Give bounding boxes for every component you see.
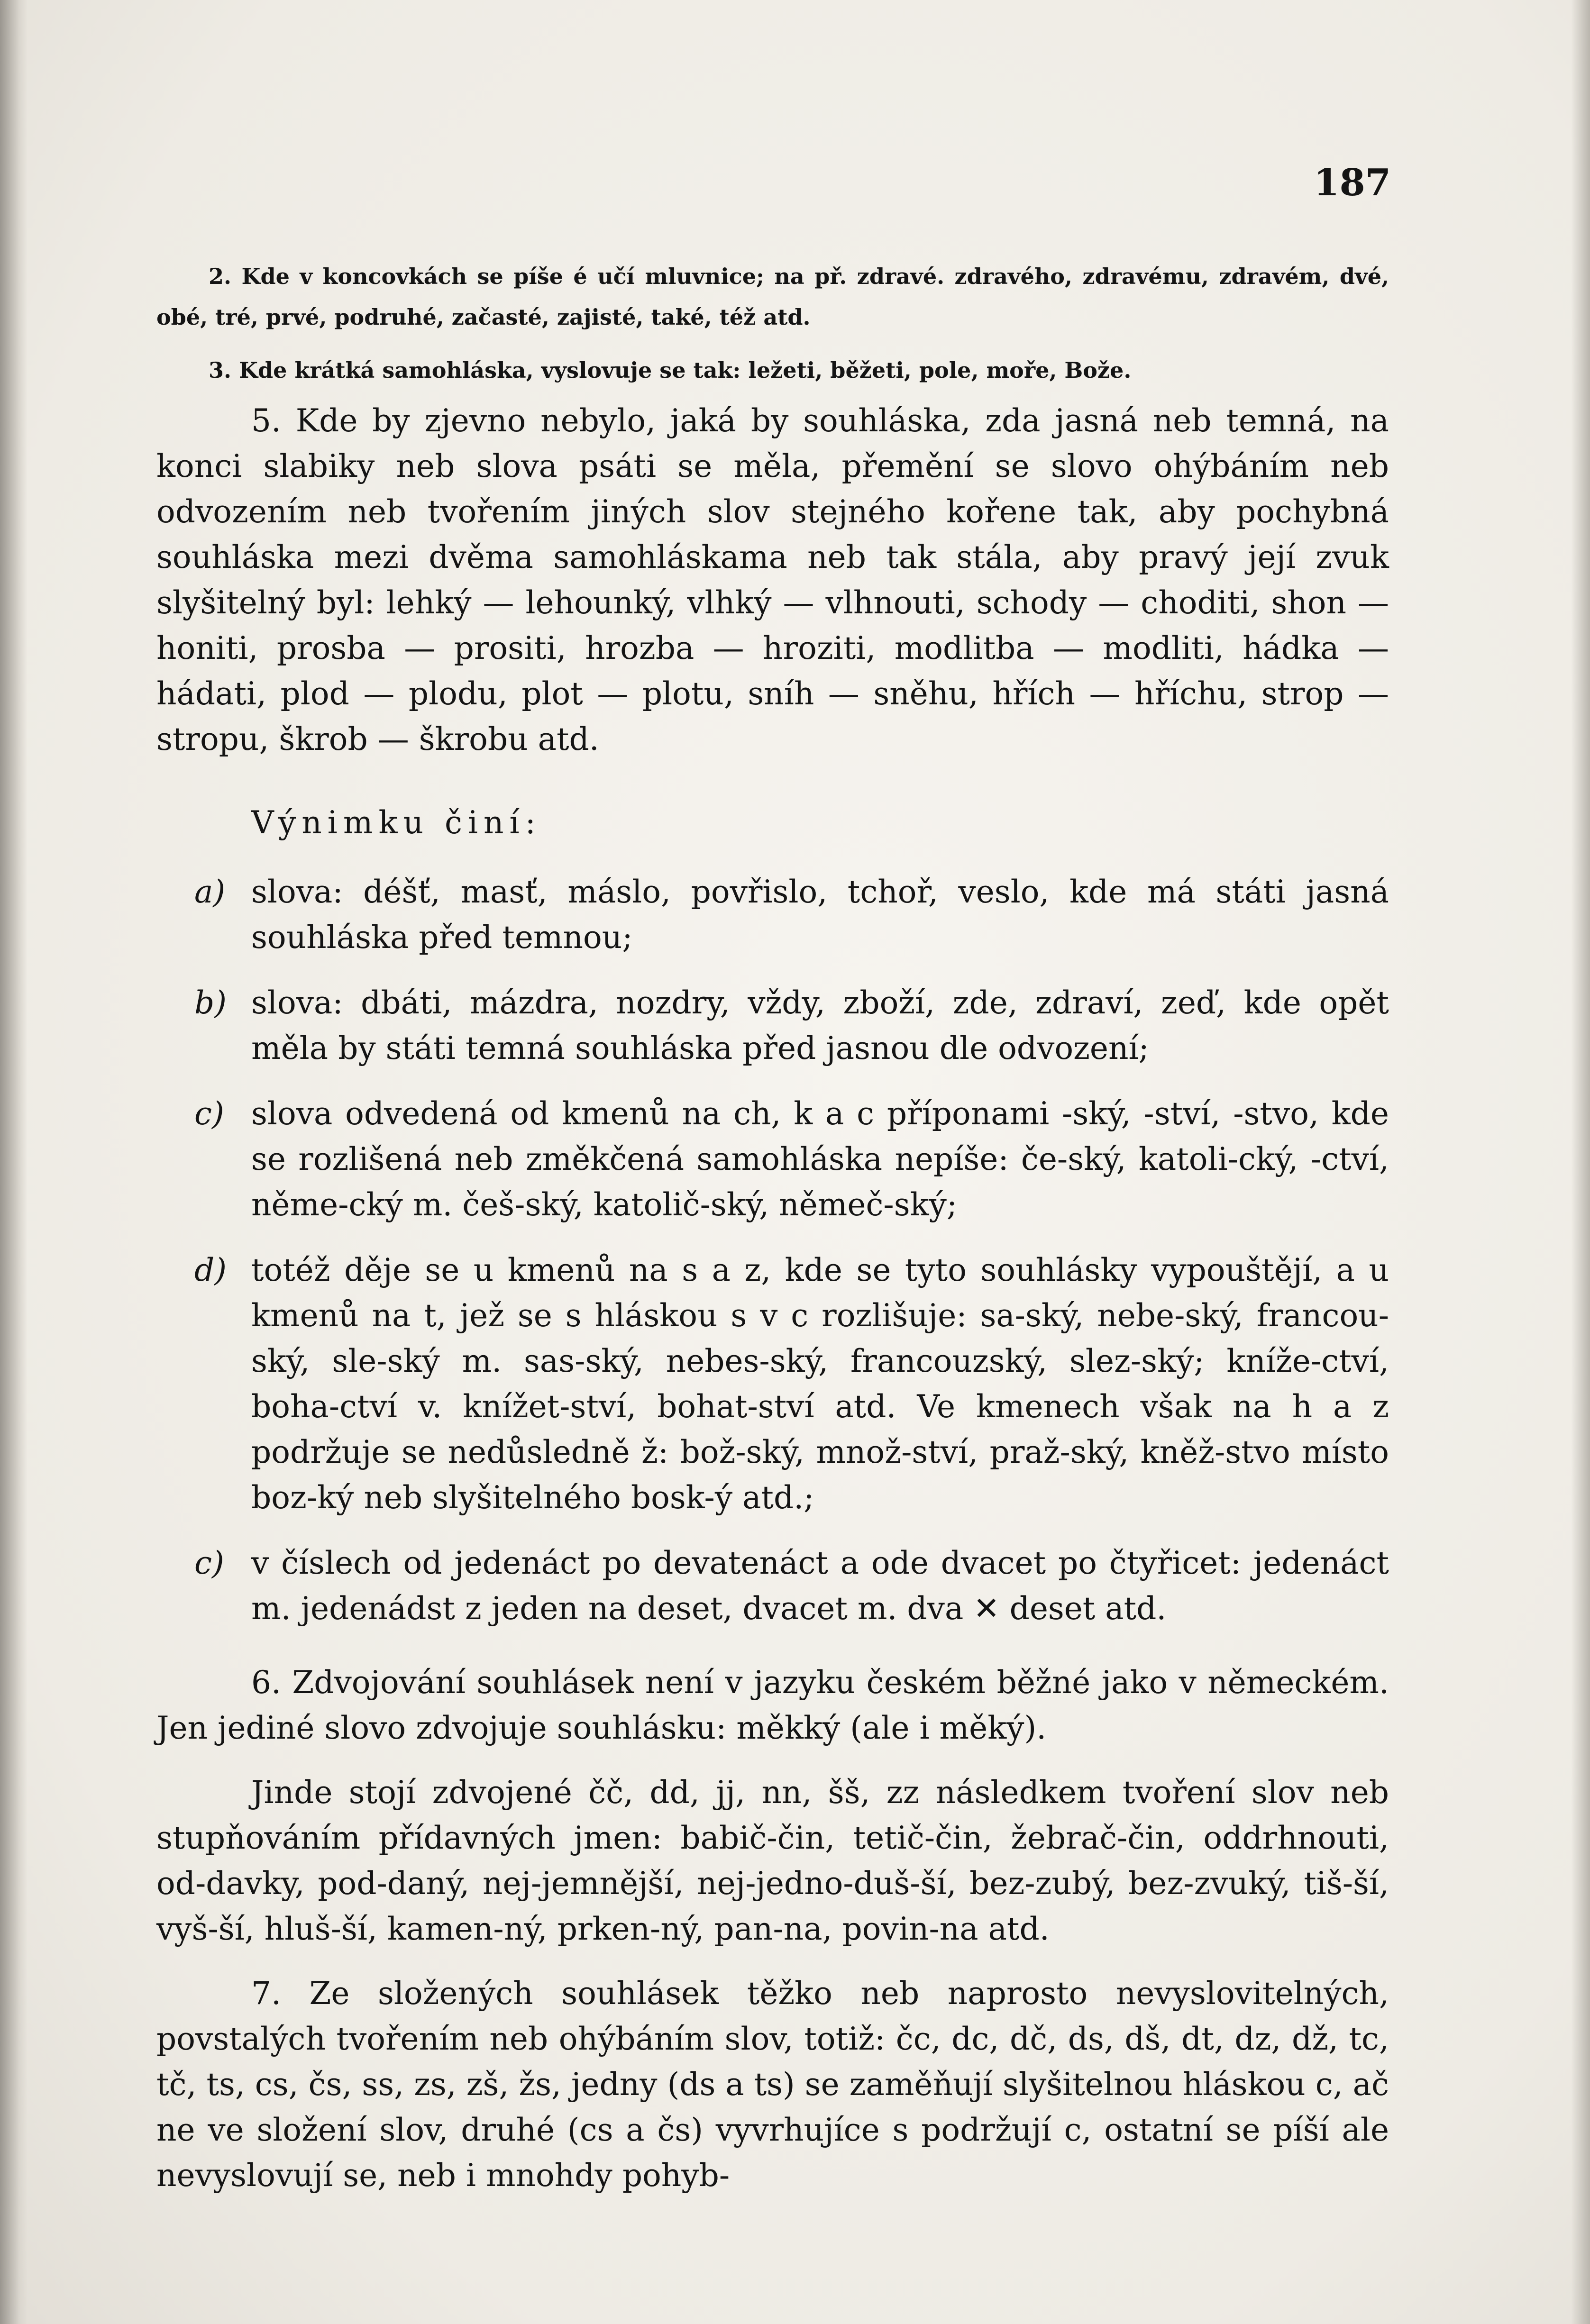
footnotes xyxy=(156,256,1389,403)
exception-text: slova: dbáti, mázdra, nozdry, vždy, zboží, zde, zdraví, zeď, kde opět měla by státi temná souhláska před jasnou dle odvození; xyxy=(251,984,1389,1066)
paragraph-6b: Jinde stojí zdvojené čč, dd, jj, nn, šš, zz následkem tvoření slov neb stupňováním přídavných jmen: babič-čin, tetič-čin, žebrač-čin, oddrhnouti, od-davky, pod-daný, nej-jemnější, nej-jedno-duš-ší, bez-zubý, bez-zvuký, tiš-ší, vyš-ší, hluš-ší, kamen-ný, prken-ný, pan-na, povin-na atd. xyxy=(156,1774,1389,1947)
exception-item xyxy=(156,1248,1389,1521)
exception-item xyxy=(156,1540,1389,1631)
exception-item xyxy=(156,869,1389,960)
list-marker: a) xyxy=(194,874,226,910)
exception-text: slova odvedená od kmenů na ch, k a c příponami -ský, -ství, -stvo, kde se rozlišená neb změkčená samohláska nepíše: če-ský, katoli-cký, -ctví, něme-cký m. češ-ský, katolič-ský, němeč-ský; xyxy=(251,1095,1389,1223)
page-number: 187 xyxy=(1314,161,1391,204)
exception-text: v číslech od jedenáct po devatenáct a ode dvacet po čtyřicet: jedenáct m. jedenádst z jeden na deset, dvacet m. dva ✕ deset atd. xyxy=(251,1545,1389,1627)
main-text xyxy=(156,398,1389,2217)
list-marker: d) xyxy=(194,1252,227,1288)
exception-item xyxy=(156,980,1389,1071)
list-marker: c) xyxy=(194,1545,224,1581)
list-marker: c) xyxy=(194,1095,224,1132)
page-right-edge xyxy=(1571,0,1590,2324)
exceptions-list xyxy=(156,869,1389,1631)
paragraph-5: 5. Kde by zjevno nebylo, jaká by souhláska, zda jasná neb temná, na konci slabiky neb slova psáti se měla, přemění se slovo ohýbáním neb odvozením neb tvořením jiných slov stejného kořene tak, aby pochybná souhláska mezi dvěma samohláskama neb tak stála, aby pravý její zvuk slyšitelný byl: lehký — lehounký, vlhký — vlhnouti, schody — choditi, shon — honiti, prosba — prositi, hrozba — hroziti, modlitba — modliti, hádka — hádati, plod — plodu, plot — plotu, sníh — sněhu, hřích — hříchu, strop — stropu, škrob — škrobu atd. xyxy=(156,402,1389,757)
paragraph-6: 6. Zdvojování souhlásek není v jazyku českém běžné jako v německém. Jen jediné slovo zdvojuje souhlásku: měkký (ale i měký). xyxy=(156,1664,1389,1746)
page-left-edge xyxy=(0,0,27,2324)
note-3: 3. Kde krátká samohláska, vyslovuje se tak: ležeti, běžeti, pole, moře, Bože. xyxy=(209,357,1132,383)
exception-item xyxy=(156,1091,1389,1228)
list-marker: b) xyxy=(194,984,227,1021)
exception-text: slova: déšť, masť, máslo, povřislo, tchoř, veslo, kde má státi jasná souhláska před temnou; xyxy=(251,874,1389,956)
paragraph-7: 7. Ze složených souhlásek těžko neb naprosto nevyslovitelných, povstalých tvořením neb ohýbáním slov, totiž: čc, dc, dč, ds, dš, dt, dz, dž, tc, tč, ts, cs, čs, ss, zs, zš, žs, jedny (ds a ts) se zaměňují slyšitelnou hláskou c, ač ne ve složení slov, druhé (cs a čs) vyvrhujíce s podržují c, ostatní se píší ale nevyslovují se, neb i mnohdy pohyb- xyxy=(156,1975,1389,2194)
note-2: 2. Kde v koncovkách se píše é učí mluvnice; na př. zdravé. zdravého, zdravému, zdravém, dvé, obé, tré, prvé, podruhé, začasté, zajisté, také, též atd. xyxy=(156,264,1389,330)
exception-text: totéž děje se u kmenů na s a z, kde se tyto souhlásky vypouštějí, a u kmenů na t, jež se s hláskou s v c rozlišuje: sa-ský, nebe-ský, francou-ský, sle-ský m. sas-ský, nebes-ský, francouzský, slez-ský; kníže-ctví, boha-ctví v. knížet-ství, bohat-ství atd. Ve kmenech však na h a z podržuje se nedůsledně ž: bož-ský, množ-ství, praž-ský, kněž-stvo místo boz-ký neb slyšitelného bosk-ý atd.; xyxy=(251,1252,1389,1516)
exceptions-heading: Výnimku činí: xyxy=(251,804,541,841)
